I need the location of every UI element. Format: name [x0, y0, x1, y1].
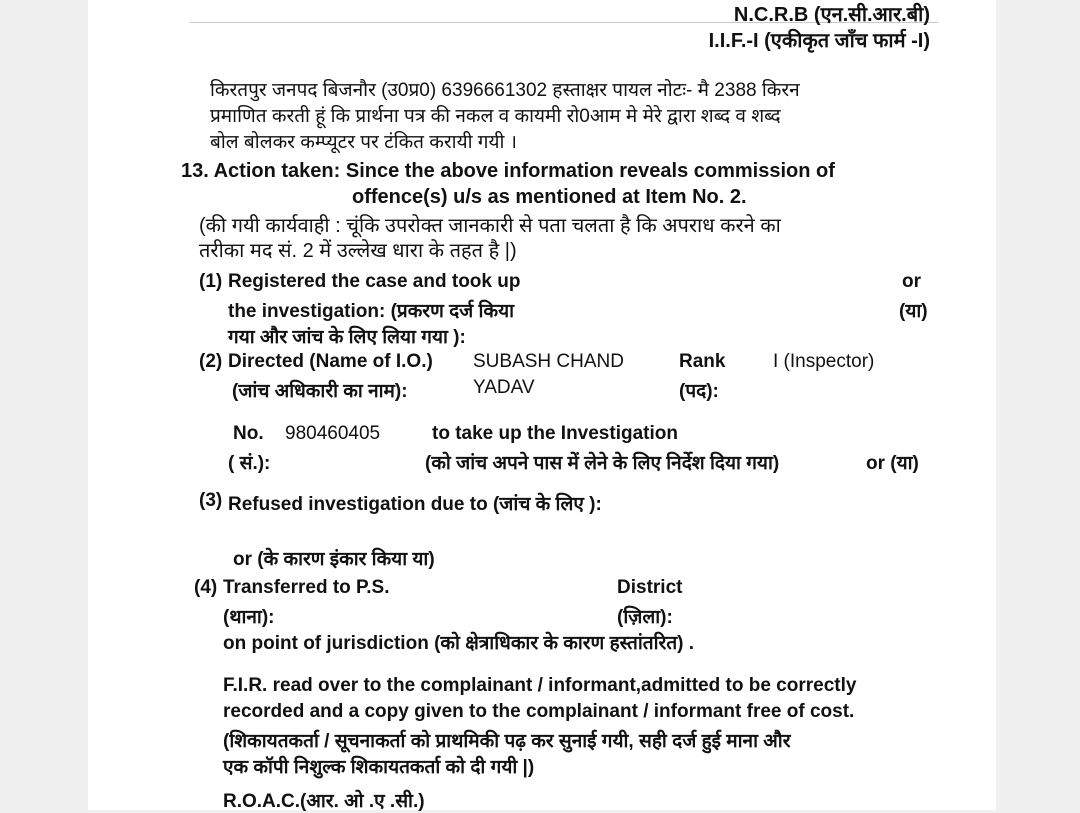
item-2-or: or (या) [866, 453, 919, 474]
item-1-line-2: the investigation: (प्रकरण दर्ज किया [228, 301, 515, 322]
no-value: 980460405 [285, 423, 381, 444]
fir-read-line-3: (शिकायतकर्ता / सूचनाकर्ता को प्राथमिकी पढ़ कर सुनाई गयी, सही दर्ज हुई माना और [223, 731, 791, 752]
item-2-number: (2) [199, 351, 223, 372]
io-name-line-2: YADAV [473, 377, 535, 398]
refused-text: Refused investigation due to (जांच के लिए ): [228, 494, 602, 515]
section-13-hindi-1: (की गयी कार्यवाही : चूंकि उपरोक्त जानकारी से पता चलता है कि अपराध करने का [199, 215, 781, 237]
directed-label-hindi: (जांच अधिकारी का नाम): [232, 381, 408, 402]
rank-value: I (Inspector) [773, 351, 875, 372]
district-label: District [617, 577, 683, 598]
item-3-or: or (के कारण इंकार किया या) [233, 549, 435, 570]
take-up-text-hindi: (को जांच अपने पास में लेने के लिए निर्देश दिया गया) [425, 453, 780, 474]
section-13-title-2: offence(s) u/s as mentioned at Item No. 2. [352, 186, 747, 208]
section-13-title-1: 13. Action taken: Since the above information reveals commission of [181, 160, 835, 182]
item-1-or: or [902, 271, 921, 292]
intro-line-3: बोल बोलकर कम्प्यूटर पर टंकित करायी गयी । [210, 132, 517, 153]
io-name-line-1: SUBASH CHAND [473, 351, 624, 372]
district-label-hindi: (ज़िला): [617, 607, 673, 628]
fir-read-line-4: एक कॉपी निशुल्क शिकायतकर्ता को दी गयी |) [223, 757, 535, 778]
fir-read-line-2: recorded and a copy given to the complainant / informant free of cost. [223, 701, 855, 722]
jurisdiction-text: on point of jurisdiction (को क्षेत्राधिकार के कारण हस्तांतरित) . [223, 633, 695, 654]
section-13-hindi-2: तरीका मद सं. 2 में उल्लेख धारा के तहत है |) [199, 240, 517, 262]
item-3-number: (3) [199, 490, 223, 511]
item-1-or-hindi: (या) [899, 301, 928, 322]
item-1-line-1: Registered the case and took up [228, 271, 521, 292]
item-1-number: (1) [199, 271, 223, 292]
rank-label: Rank [679, 351, 726, 372]
intro-line-1: किरतपुर जनपद बिजनौर (उ0प्र0) 6396661302 हस्ताक्षर पायल नोटः- मै 2388 किरन [210, 80, 800, 101]
no-label-hindi: ( सं.): [228, 453, 271, 474]
take-up-text: to take up the Investigation [432, 423, 678, 444]
rank-label-hindi: (पद): [679, 381, 719, 402]
intro-line-2: प्रमाणित करती हूं कि प्रार्थना पत्र की नकल व कायमी रो0आम मे मेरे द्वारा शब्द व शब्द [210, 106, 781, 127]
no-label: No. [233, 423, 264, 444]
transferred-label: Transferred to P.S. [223, 577, 390, 598]
header-iif: I.I.F.-I (एकीकृत जाँच फार्म -I) [708, 30, 930, 52]
transferred-label-hindi: (थाना): [223, 607, 275, 628]
item-1-line-3: गया और जांच के लिए लिया गया ): [228, 327, 466, 348]
fir-read-line-1: F.I.R. read over to the complainant / informant,admitted to be correctly [223, 675, 857, 696]
directed-label: Directed (Name of I.O.) [228, 351, 433, 372]
header-ncrb: N.C.R.B (एन.सी.आर.बी) [733, 4, 930, 26]
item-4-number: (4) [194, 577, 218, 598]
roac-label: R.O.A.C.(आर. ओ .ए .सी.) [223, 791, 425, 812]
